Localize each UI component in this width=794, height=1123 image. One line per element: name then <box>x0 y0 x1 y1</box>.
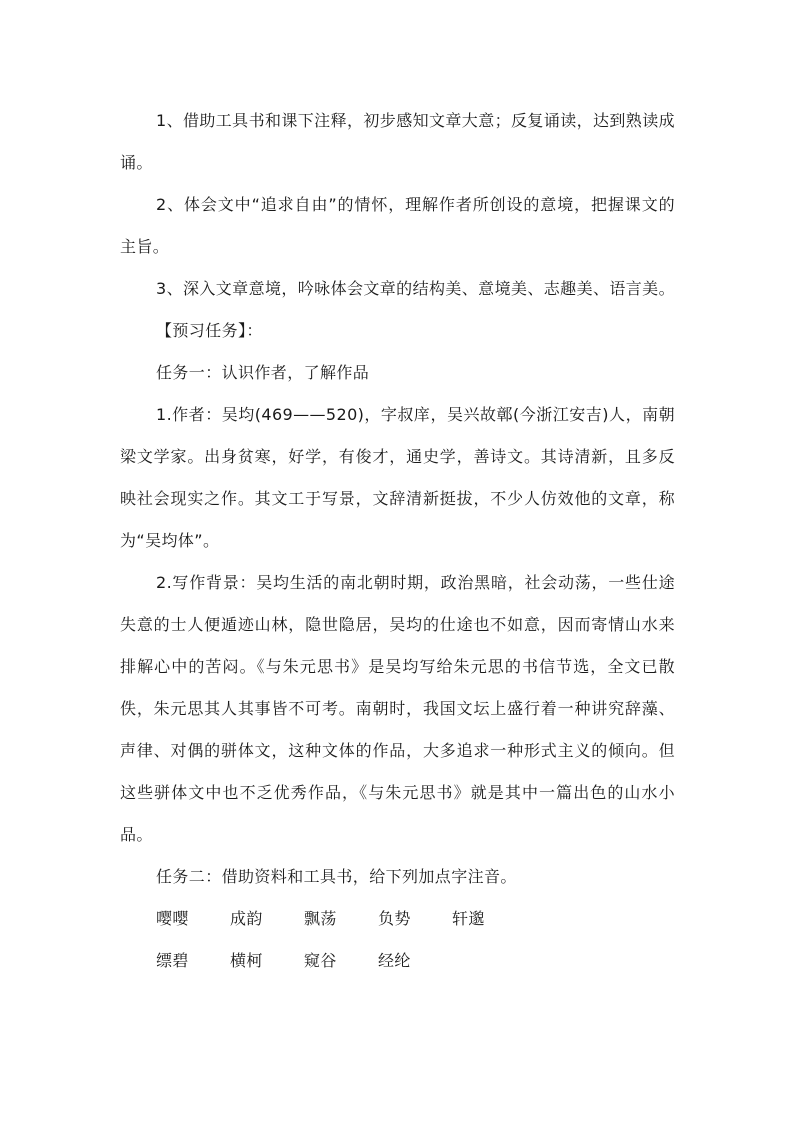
preview-heading: 【预习任务】： <box>156 321 263 340</box>
task2-title: 任务二：借助资料和工具书，给下列加点字注音。 <box>156 867 517 886</box>
word-item: 缥碧 <box>156 951 189 970</box>
word-item: 成韵 <box>230 909 263 928</box>
task1-background: 2.写作背景：吴均生活的南北朝时期，政治黑暗，社会动荡，一些仕途失意的士人便遁迹山林，隐世隐居，吴均的仕途也不如意，因而寄情山水来排解心中的苦闷。《与朱元思书》是吴均写给朱元思的书信节选，全文已散佚，朱元思其人其事皆不可考。南朝时，我国文坛上盛行着一种讲究辞藻、声律、对偶的骈体文，这种文体的作品，大多追求一种形式主义的倾向。但这些骈体文中也不乏优秀作品，《与朱元思书》就是其中一篇出色的山水小品。 <box>120 573 675 844</box>
task1-author: 1.作者：吴均(469——520)，字叔庠，吴兴故鄣(今浙江安吉)人，南朝梁文学家。出身贫寒，好学，有俊才，通史学，善诗文。其诗清新，且多反映社会现实之作。其文工于写景，文辞清新挺拔，不少人仿效他的文章，称为“吴均体”。 <box>120 405 675 550</box>
word-item: 负势 <box>378 909 411 928</box>
word-item: 窥谷 <box>304 951 337 970</box>
word-item: 横柯 <box>230 951 263 970</box>
word-item: 飘荡 <box>304 909 337 928</box>
word-item: 经纶 <box>378 951 411 970</box>
word-item: 轩邈 <box>452 909 485 928</box>
objective-3: 3、深入文章意境，吟咏体会文章的结构美、意境美、志趣美、语言美。 <box>156 279 675 298</box>
word-row-1 <box>156 898 675 940</box>
word-row-2 <box>156 940 675 982</box>
objective-1: 1、借助工具书和课下注释，初步感知文章大意；反复诵读，达到熟读成诵。 <box>120 111 675 172</box>
objective-2: 2、体会文中“追求自由”的情怀，理解作者所创设的意境，把握课文的主旨。 <box>120 195 675 256</box>
document-body <box>120 100 675 982</box>
word-item: 嘤嘤 <box>156 909 189 928</box>
task1-title: 任务一：认识作者，了解作品 <box>156 363 370 382</box>
